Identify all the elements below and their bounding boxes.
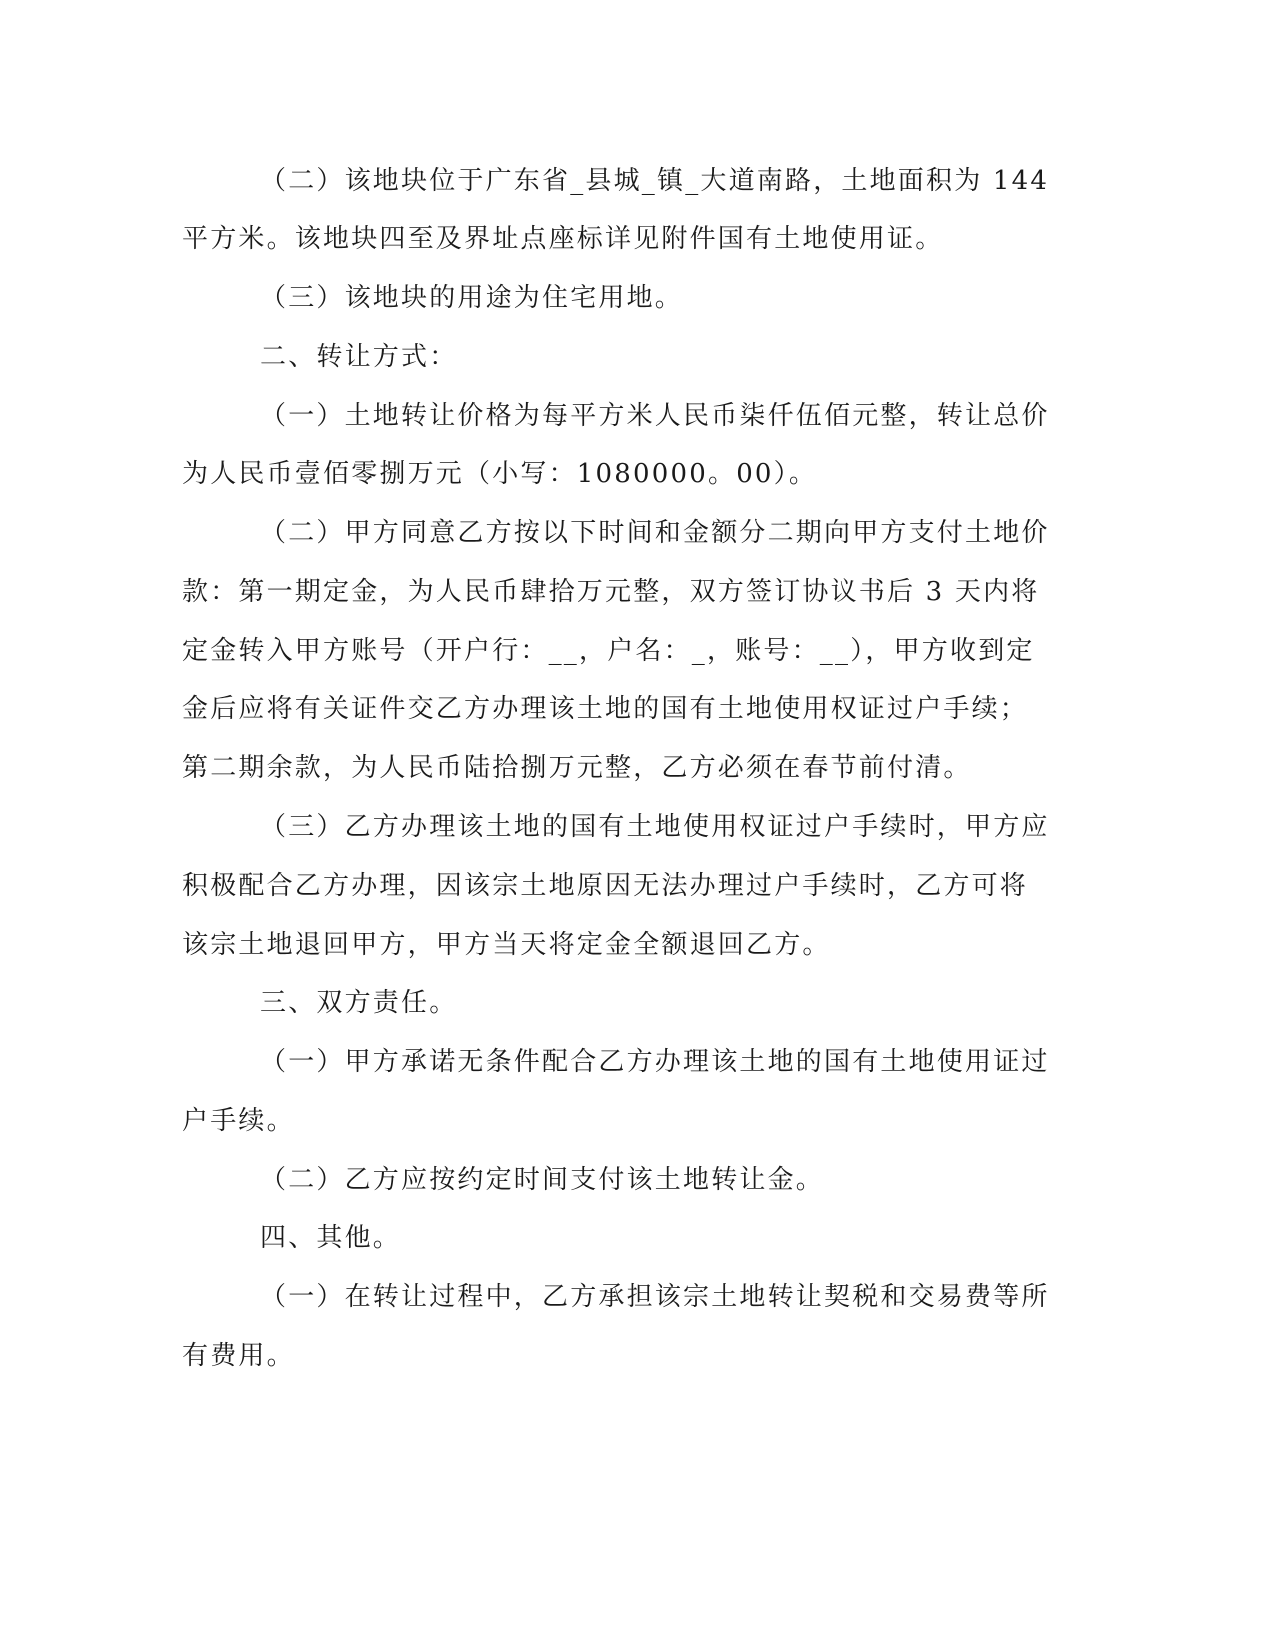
paragraph-line: 户手续。: [182, 1106, 295, 1136]
paragraph-line: 积极配合乙方办理，因该宗土地原因无法办理过户手续时，乙方可将: [182, 871, 1029, 901]
paragraph-line: 为人民币壹佰零捌万元（小写：1080000。00）。: [182, 459, 818, 489]
paragraph-line: （一）土地转让价格为每平方米人民币柒仟伍佰元整，转让总价: [260, 401, 1050, 431]
paragraph-line: （二）该地块位于广东省_县城_镇_大道南路，土地面积为 144: [260, 166, 1050, 196]
paragraph-line: （二）甲方同意乙方按以下时间和金额分二期向甲方支付土地价: [260, 518, 1050, 548]
paragraph-line: （三）该地块的用途为住宅用地。: [260, 283, 684, 313]
section-heading: 三、双方责任。: [260, 988, 458, 1018]
paragraph-line: 有费用。: [182, 1341, 295, 1371]
paragraph-line: （一）在转让过程中，乙方承担该宗土地转让契税和交易费等所: [260, 1282, 1050, 1312]
paragraph-line: 款：第一期定金，为人民币肆拾万元整，双方签订协议书后 3 天内将: [182, 577, 1040, 607]
paragraph-line: （一）甲方承诺无条件配合乙方办理该土地的国有土地使用证过: [260, 1047, 1050, 1077]
paragraph-line: （三）乙方办理该土地的国有土地使用权证过户手续时，甲方应: [260, 812, 1050, 842]
section-heading: 二、转让方式：: [260, 342, 458, 372]
paragraph-line: （二）乙方应按约定时间支付该土地转让金。: [260, 1165, 825, 1195]
paragraph-line: 第二期余款，为人民币陆拾捌万元整，乙方必须在春节前付清。: [182, 753, 972, 783]
paragraph-line: 该宗土地退回甲方，甲方当天将定金全额退回乙方。: [182, 930, 831, 960]
paragraph-line: 平方米。该地块四至及界址点座标详见附件国有土地使用证。: [182, 224, 944, 254]
paragraph-line: 金后应将有关证件交乙方办理该土地的国有土地使用权证过户手续；: [182, 694, 1029, 724]
section-heading: 四、其他。: [260, 1223, 402, 1253]
paragraph-line: 定金转入甲方账号（开户行：__，户名：_，账号：__），甲方收到定: [182, 636, 1035, 666]
